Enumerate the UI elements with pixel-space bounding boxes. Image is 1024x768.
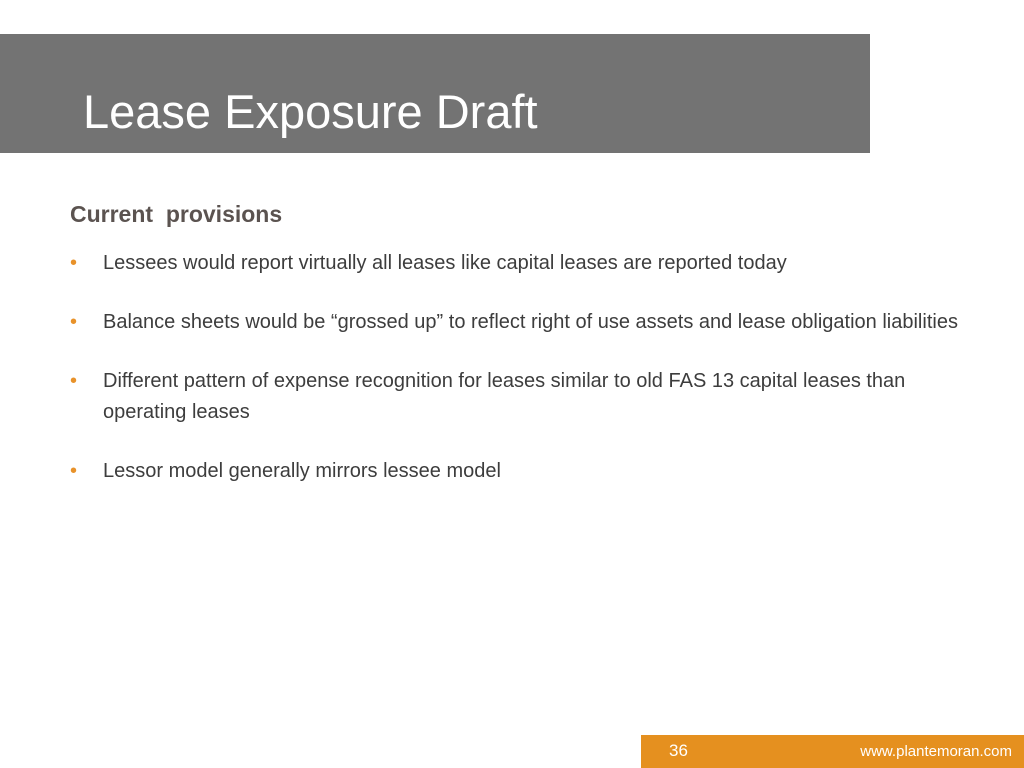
slide-title: Lease Exposure Draft [83,85,538,138]
footer-url: www.plantemoran.com [860,743,1012,760]
bullet-icon: • [70,460,78,482]
bullet-text: Lessor model generally mirrors lessee model [103,460,501,482]
footer-bar [641,735,1024,768]
bullet-icon: • [70,252,78,274]
bullet-text: Lessees would report virtually all leases like capital leases are reported today [103,252,787,274]
bullet-icon: • [70,311,78,333]
bullet-item [70,366,970,428]
bullet-text: Balance sheets would be “grossed up” to reflect right of use assets and lease obligation liabilities [103,311,958,333]
bullet-icon: • [70,370,78,392]
section-heading: Current provisions [70,201,283,227]
bullet-item [70,307,970,338]
bullet-item [70,248,970,279]
bullet-text: Different pattern of expense recognition for leases similar to old FAS 13 capital leases than operating leases [103,370,906,423]
bullet-item [70,456,970,487]
page-number: 36 [669,741,688,760]
bullet-list [70,248,970,515]
